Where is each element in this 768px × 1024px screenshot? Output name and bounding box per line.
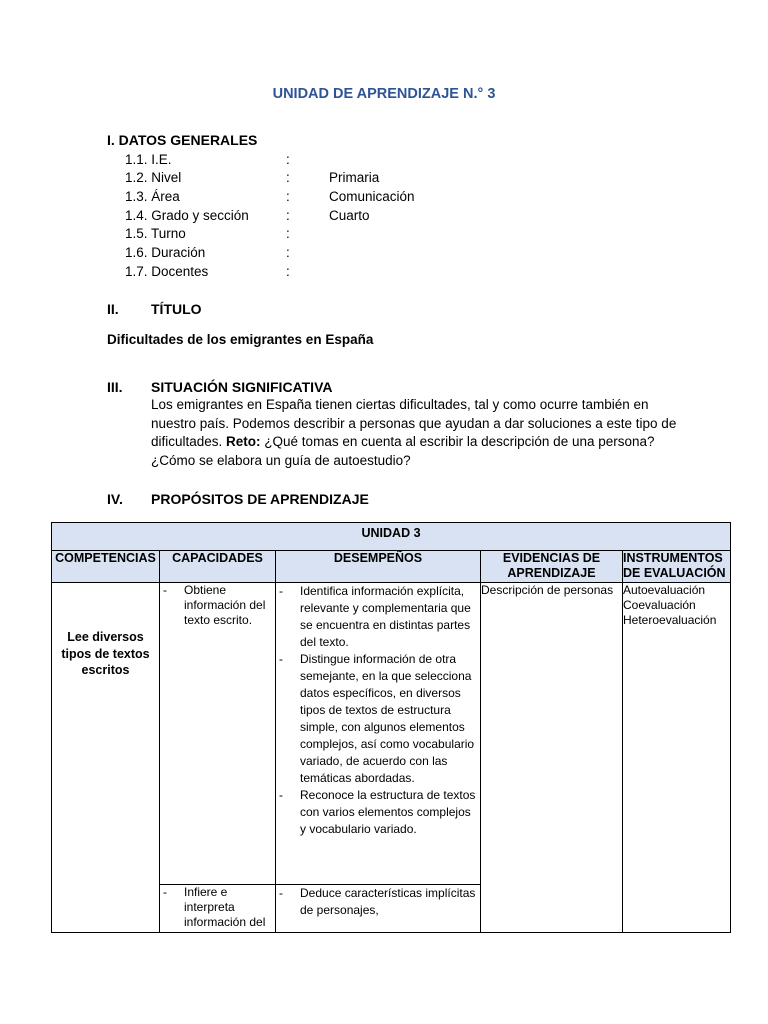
capacidad-text: Infiere e interpreta información del [184,885,266,929]
header-desempenos: DESEMPEÑOS [276,551,481,583]
datos-value: Cuarto [329,208,370,223]
section-titulo-number: II. [107,301,119,317]
unit-title-text: Dificultades de los emigrantes en España [107,332,374,347]
section-situacion-heading: SITUACIÓN SIGNIFICATIVA [151,379,333,395]
header-competencias: COMPETENCIAS [52,551,160,583]
datos-value: Primaria [329,170,380,185]
capacidad-cell [160,885,276,933]
competencia-text: Lee diversos tipos de textos escritos [61,630,150,677]
table-header-row [52,551,731,583]
datos-colon: : [286,264,290,279]
list-item: - Reconoce la estructura de textos con varios elementos complejos y vocabulario variado. [279,788,476,836]
instrumento-item: Heteroevaluación [623,613,717,627]
datos-label: 1.1. I.E. [125,152,172,167]
datos-label: 1.5. Turno [125,226,186,241]
desempenos-cell [276,885,481,933]
capacidad-text: Obtiene información del texto escrito. [184,583,266,627]
section-datos-generales-heading: I. DATOS GENERALES [107,132,258,148]
datos-label: 1.2. Nivel [125,170,182,185]
competencia-cell [52,583,160,933]
instrumentos-cell [623,583,731,933]
instrumento-item: Coevaluación [623,598,696,612]
datos-value: Comunicación [329,189,415,204]
section-propositos-heading: PROPÓSITOS DE APRENDIZAJE [151,491,369,507]
section-situacion-number: III. [107,379,123,395]
header-capacidades: CAPACIDADES [160,551,276,583]
reto-label: Reto: [226,434,261,450]
list-item: - Identifica información explícita, relevante y complementaria que se encuentra en distintas partes del texto. [279,584,471,649]
situacion-text-after: ¿Qué tomas en cuenta al escribir la descripción de una persona? ¿Cómo se elabora un guía de autoestudio? [151,434,655,468]
list-item: - Distingue información de otra semejante, en la que selecciona datos específicos, en diversos tipos de textos de estructura simple, con algunos elementos complejos, así como vocabulario variado, de acuerdo con las temáticas abordadas. [279,652,475,785]
table-row [52,583,731,885]
propositos-table [51,522,731,933]
datos-label: 1.6. Duración [125,245,206,260]
datos-colon: : [286,208,290,223]
table-unit-header: UNIDAD 3 [52,523,731,551]
desempenos-cell [276,583,481,885]
list-item: - Infiere e interpreta información del [160,885,275,930]
list-item: - Obtiene información del texto escrito. [160,583,275,628]
situacion-paragraph [151,396,691,470]
datos-label: 1.7. Docentes [125,264,209,279]
datos-colon: : [286,226,290,241]
capacidad-cell [160,583,276,885]
datos-label: 1.4. Grado y sección [125,208,249,223]
list-item: - Deduce características implícitas de personajes, [279,886,476,917]
datos-colon: : [286,245,290,260]
evidencia-cell: Descripción de personas [481,583,623,933]
header-instrumentos: INSTRUMENTOS DE EVALUACIÓN [623,551,731,583]
section-propositos-number: IV. [107,491,123,507]
instrumento-item: Autoevaluación [623,583,706,597]
datos-colon: : [286,152,290,167]
document-title: UNIDAD DE APRENDIZAJE N.° 3 [272,86,496,102]
datos-colon: : [286,170,290,185]
situacion-text-before: Los emigrantes en España tienen ciertas dificultades, tal y como ocurre también en nuestro país. Podemos describir a personas que ayudan a dar soluciones a este tipo de dificultades. [151,397,677,450]
section-titulo-heading: TÍTULO [151,301,202,317]
datos-label: 1.3. Área [125,189,180,204]
header-evidencias: EVIDENCIAS DE APRENDIZAJE [481,551,623,583]
datos-colon: : [286,189,290,204]
